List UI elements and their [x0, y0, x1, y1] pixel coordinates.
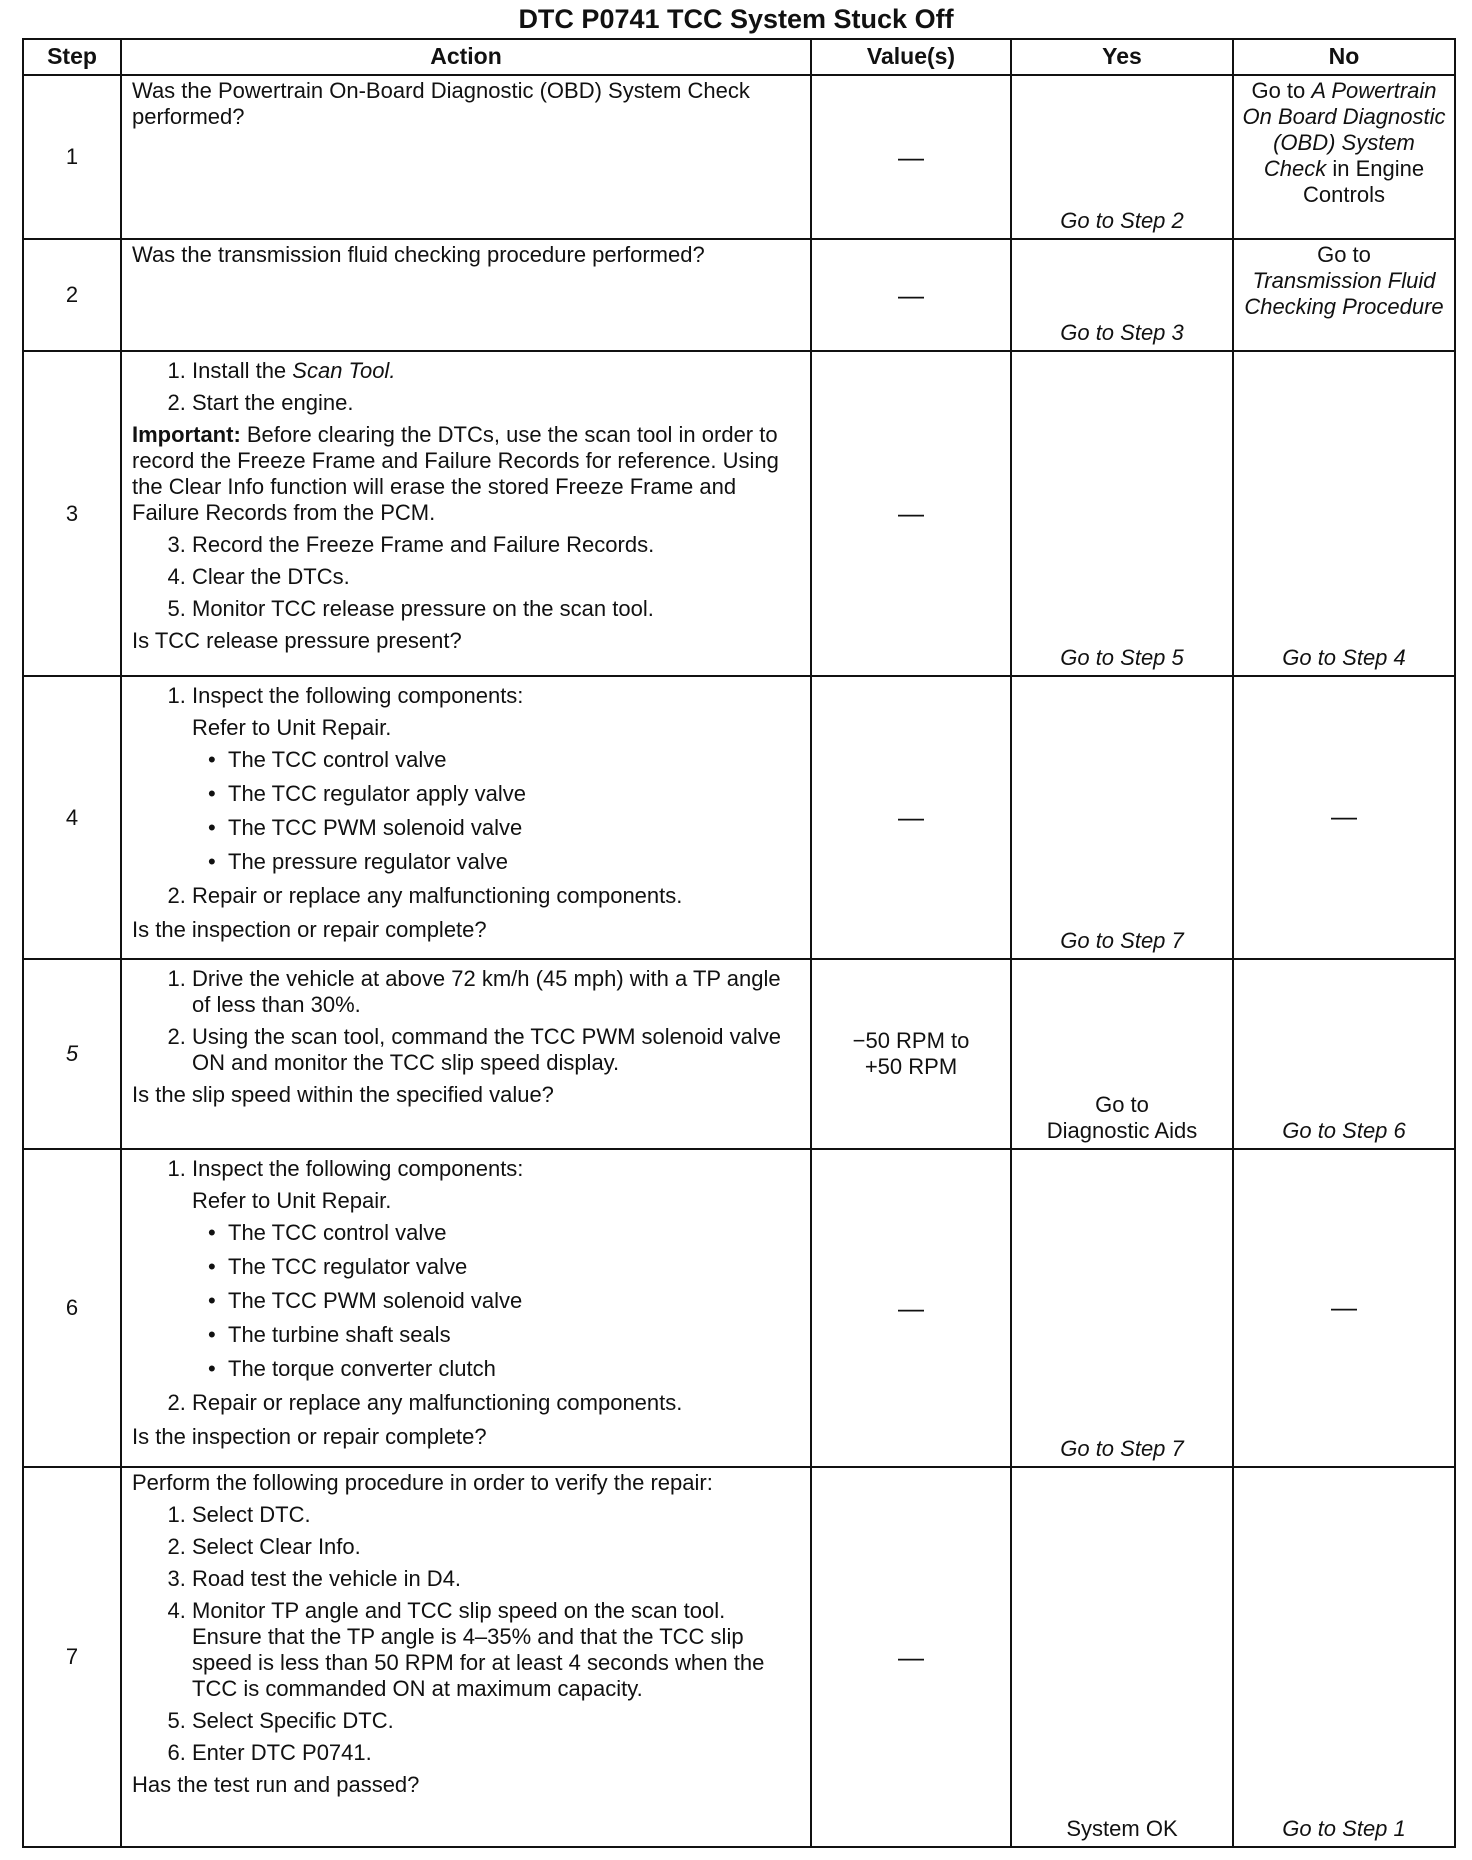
refer-note: Refer to Unit Repair.	[192, 1187, 392, 1213]
action-question: Is TCC release pressure present?	[132, 627, 462, 653]
component-item: • The torque converter clutch	[228, 1356, 800, 1382]
value-column-header: Value(s)	[811, 39, 1011, 75]
page-title: DTC P0741 TCC System Stuck Off	[518, 4, 954, 34]
important-text: Before clearing the DTCs, use the scan tool in order to record the Freeze Frame and Failure Records for reference. Using the Clear Info function will erase the stored Freeze Frame and Failure Records from the PCM.	[132, 421, 779, 525]
list-item: 4. Monitor TP angle and TCC slip speed on the scan tool. Ensure that the TP angle is 4–35% and that the TCC slip speed is less than 50 RPM for at least 4 seconds when the TCC is commanded ON at maximum capacity.	[192, 1598, 800, 1702]
value-cell: —	[811, 351, 1011, 676]
list-item: 1. Select DTC.	[192, 1502, 800, 1528]
diagnostic-table	[22, 38, 1456, 1848]
procedure-list	[132, 683, 800, 909]
step-column-header: Step	[23, 39, 121, 75]
yes-link[interactable]: Diagnostic Aids	[1046, 1118, 1198, 1144]
no-cell	[1233, 959, 1455, 1149]
table-row-step-5	[23, 959, 1455, 1149]
table-row-step-6	[23, 1149, 1455, 1467]
action-question: Is the inspection or repair complete?	[132, 1423, 487, 1449]
component-item: • The turbine shaft seals	[228, 1322, 800, 1348]
list-item: 3. Road test the vehicle in D4.	[192, 1566, 800, 1592]
no-cell	[1233, 1467, 1455, 1847]
yes-cell	[1011, 351, 1233, 676]
no-prefix: Go to	[1317, 242, 1371, 267]
yes-link[interactable]: Go to Step 3	[1060, 320, 1184, 346]
yes-column-header: Yes	[1011, 39, 1233, 75]
no-cell: —	[1233, 1149, 1455, 1467]
list-item: 2. Start the engine.	[192, 390, 800, 416]
list-item: 3. Record the Freeze Frame and Failure Records.	[192, 532, 800, 558]
no-link[interactable]: Go to Step 6	[1282, 1118, 1406, 1144]
no-cell	[1233, 351, 1455, 676]
value-line: +50 RPM	[864, 1054, 958, 1079]
component-list	[192, 1220, 800, 1382]
yes-cell	[1011, 676, 1233, 959]
procedure-intro: Perform the following procedure in order to verify the repair:	[132, 1470, 713, 1495]
no-link[interactable]: Transmission Fluid Checking Procedure	[1244, 267, 1444, 319]
important-note	[132, 422, 800, 526]
no-cell: —	[1233, 676, 1455, 959]
yes-link[interactable]: Go to Step 2	[1060, 208, 1184, 234]
yes-link[interactable]: Go to Step 5	[1060, 645, 1184, 671]
no-cell	[1233, 239, 1455, 351]
no-column-header: No	[1233, 39, 1455, 75]
action-cell	[121, 959, 811, 1149]
yes-link[interactable]: Go to Step 7	[1060, 928, 1184, 954]
value-cell: —	[811, 1149, 1011, 1467]
list-item: 5. Monitor TCC release pressure on the scan tool.	[192, 596, 800, 622]
component-item: • The TCC regulator apply valve	[228, 781, 800, 807]
table-row-step-4	[23, 676, 1455, 959]
action-cell	[121, 75, 811, 239]
no-link[interactable]: A Powertrain On Board Diagnostic (OBD) System Check	[1242, 78, 1446, 181]
procedure-list	[132, 532, 800, 622]
step-number: 7	[23, 1467, 121, 1847]
procedure-list	[132, 1502, 800, 1766]
action-cell	[121, 676, 811, 959]
action-question: Was the transmission fluid checking procedure performed?	[132, 242, 705, 267]
yes-cell	[1011, 239, 1233, 351]
table-row-step-7	[23, 1467, 1455, 1847]
list-item: 2. Using the scan tool, command the TCC PWM solenoid valve ON and monitor the TCC slip speed display.	[192, 1024, 800, 1076]
no-link[interactable]: Go to Step 1	[1282, 1816, 1406, 1842]
component-item: • The TCC PWM solenoid valve	[228, 815, 800, 841]
step-number: 4	[23, 676, 121, 959]
important-label: Important:	[132, 421, 241, 447]
list-item: 4. Clear the DTCs.	[192, 564, 800, 590]
value-cell: —	[811, 239, 1011, 351]
action-cell	[121, 1467, 811, 1847]
step-number: 3	[23, 351, 121, 676]
value-cell: —	[811, 1467, 1011, 1847]
value-cell	[811, 959, 1011, 1149]
action-question: Is the inspection or repair complete?	[132, 916, 487, 942]
list-item: 2. Repair or replace any malfunctioning components.	[192, 883, 800, 909]
list-item: 1. Inspect the following components: Refer to Unit Repair. • The TCC control valve • The TCC regulator valve • The TCC PWM solenoid valve • The turbine shaft seals • The torque converter clutch	[192, 1156, 800, 1382]
action-cell	[121, 239, 811, 351]
header-row	[23, 39, 1455, 75]
list-item: 2. Select Clear Info.	[192, 1534, 800, 1560]
table-row-step-3	[23, 351, 1455, 676]
component-list	[192, 747, 800, 875]
value-cell: —	[811, 676, 1011, 959]
table-row-step-1	[23, 75, 1455, 239]
action-cell	[121, 1149, 811, 1467]
action-cell	[121, 351, 811, 676]
table-row-step-2	[23, 239, 1455, 351]
list-item: 1. Install the Scan Tool.	[192, 358, 800, 384]
list-item: 5. Select Specific DTC.	[192, 1708, 800, 1734]
step-number: 5	[23, 959, 121, 1149]
yes-cell	[1011, 1149, 1233, 1467]
yes-prefix: Go to	[1095, 1092, 1149, 1118]
value-cell: —	[811, 75, 1011, 239]
no-suffix: in Engine Controls	[1303, 155, 1425, 207]
no-cell	[1233, 75, 1455, 239]
refer-note: Refer to Unit Repair.	[192, 714, 392, 740]
list-item: 6. Enter DTC P0741.	[192, 1740, 800, 1766]
yes-cell	[1011, 1467, 1233, 1847]
component-item: • The TCC regulator valve	[228, 1254, 800, 1280]
component-item: • The TCC PWM solenoid valve	[228, 1288, 800, 1314]
action-column-header: Action	[121, 39, 811, 75]
action-question: Was the Powertrain On-Board Diagnostic (OBD) System Check performed?	[132, 78, 750, 129]
step-number: 6	[23, 1149, 121, 1467]
step-number: 1	[23, 75, 121, 239]
component-item: • The TCC control valve	[228, 747, 800, 773]
procedure-list	[132, 1156, 800, 1416]
yes-cell	[1011, 75, 1233, 239]
step-number: 2	[23, 239, 121, 351]
yes-cell	[1011, 959, 1233, 1149]
action-question: Has the test run and passed?	[132, 1771, 420, 1797]
list-item: 2. Repair or replace any malfunctioning components.	[192, 1390, 800, 1416]
component-item: • The TCC control valve	[228, 1220, 800, 1246]
no-prefix: Go to	[1251, 78, 1312, 103]
action-question: Is the slip speed within the specified value?	[132, 1081, 554, 1107]
procedure-list	[132, 358, 800, 416]
list-item: 1. Drive the vehicle at above 72 km/h (45 mph) with a TP angle of less than 30%.	[192, 966, 800, 1018]
value-line: −50 RPM to	[852, 1028, 970, 1054]
list-item: 1. Inspect the following components: Refer to Unit Repair. • The TCC control valve • The TCC regulator apply valve • The TCC PWM solenoid valve • The pressure regulator valve	[192, 683, 800, 875]
procedure-list	[132, 966, 800, 1076]
yes-result: System OK	[1066, 1816, 1178, 1842]
component-item: • The pressure regulator valve	[228, 849, 800, 875]
yes-link[interactable]: Go to Step 7	[1060, 1436, 1184, 1462]
no-link[interactable]: Go to Step 4	[1282, 645, 1406, 671]
